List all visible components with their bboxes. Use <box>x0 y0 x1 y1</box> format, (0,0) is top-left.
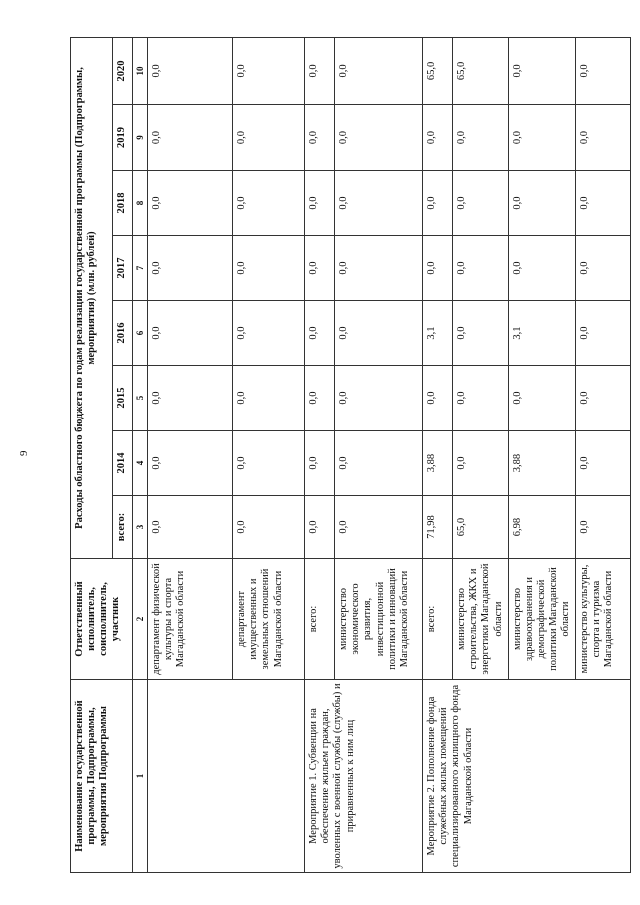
year-value-cell: 0,0 <box>335 105 423 171</box>
year-value-cell: 0,0 <box>453 366 508 431</box>
total-cell: 0,0 <box>335 496 423 559</box>
total-cell: 71,98 <box>423 496 453 559</box>
year-value-cell: 0,0 <box>233 105 305 171</box>
responsible-cell: министерство экономического развития, инвестиционной политики и инноваций Магаданской области <box>335 559 423 680</box>
year-value-cell: 0,0 <box>335 236 423 301</box>
column-index: 10 <box>133 37 148 104</box>
table-row <box>423 37 453 872</box>
year-value-cell: 0,0 <box>508 171 575 236</box>
column-index: 6 <box>133 301 148 366</box>
year-value-cell: 0,0 <box>233 431 305 496</box>
responsible-cell: департамент имущественных и земельных отношений Магаданской области <box>233 559 305 680</box>
year-value-cell: 0,0 <box>508 236 575 301</box>
table-row <box>305 37 335 872</box>
column-index: 5 <box>133 366 148 431</box>
budget-table <box>70 37 631 873</box>
year-value-cell: 65,0 <box>453 37 508 104</box>
header-year-2019: 2019 <box>113 105 133 171</box>
year-value-cell: 0,0 <box>148 301 233 366</box>
year-value-cell: 0,0 <box>305 37 335 104</box>
total-cell: 0,0 <box>575 496 630 559</box>
program-name-cell: Мероприятие 2. Пополнение фонда служебных жилых помещений специализированного жилищного фонда Магаданской области <box>423 680 631 873</box>
year-value-cell: 3,88 <box>508 431 575 496</box>
year-value-cell: 0,0 <box>233 236 305 301</box>
year-value-cell: 0,0 <box>575 366 630 431</box>
responsible-cell: министерство здравоохранения и демографической политики Магаданской области <box>508 559 575 680</box>
responsible-cell: департамент физической культуры и спорта Магаданской области <box>148 559 233 680</box>
year-value-cell: 0,0 <box>423 236 453 301</box>
column-index: 4 <box>133 431 148 496</box>
program-name-cell <box>148 680 305 873</box>
year-value-cell: 3,88 <box>423 431 453 496</box>
header-spending: Расходы областного бюджета по годам реализации государственной программы (Подпрограммы, мероприятия) (млн. рублей) <box>71 37 113 558</box>
year-value-cell: 0,0 <box>305 236 335 301</box>
header-year-2016: 2016 <box>113 301 133 366</box>
year-value-cell: 0,0 <box>575 431 630 496</box>
header-year-2020: 2020 <box>113 37 133 104</box>
year-value-cell: 0,0 <box>335 366 423 431</box>
total-cell: 0,0 <box>148 496 233 559</box>
column-index: 2 <box>133 559 148 680</box>
responsible-cell: всего: <box>305 559 335 680</box>
column-index: 8 <box>133 171 148 236</box>
responsible-cell: всего: <box>423 559 453 680</box>
year-value-cell: 0,0 <box>575 301 630 366</box>
year-value-cell: 0,0 <box>508 366 575 431</box>
year-value-cell: 0,0 <box>335 171 423 236</box>
header-year-2014: 2014 <box>113 431 133 496</box>
year-value-cell: 0,0 <box>148 236 233 301</box>
year-value-cell: 0,0 <box>305 301 335 366</box>
column-index: 3 <box>133 496 148 559</box>
year-value-cell: 0,0 <box>453 431 508 496</box>
year-value-cell: 0,0 <box>335 37 423 104</box>
year-value-cell: 0,0 <box>148 431 233 496</box>
total-cell: 65,0 <box>453 496 508 559</box>
year-value-cell: 0,0 <box>148 171 233 236</box>
year-value-cell: 0,0 <box>335 301 423 366</box>
year-value-cell: 3,1 <box>508 301 575 366</box>
year-value-cell: 0,0 <box>453 236 508 301</box>
header-year-2017: 2017 <box>113 236 133 301</box>
header-year-2015: 2015 <box>113 366 133 431</box>
program-name-cell: Мероприятие 1. Субвенции на обеспечение жильем граждан, уволенных с военной службы (службы) и приравненных к ним лиц <box>305 680 423 873</box>
year-value-cell: 0,0 <box>575 236 630 301</box>
year-value-cell: 0,0 <box>423 366 453 431</box>
responsible-cell: министерство культуры, спорта и туризма Магаданской области <box>575 559 630 680</box>
year-value-cell: 0,0 <box>148 366 233 431</box>
year-value-cell: 0,0 <box>148 105 233 171</box>
year-value-cell: 0,0 <box>423 171 453 236</box>
year-value-cell: 0,0 <box>453 171 508 236</box>
page-number: 9 <box>18 450 30 456</box>
year-value-cell: 0,0 <box>233 37 305 104</box>
year-value-cell: 65,0 <box>423 37 453 104</box>
year-value-cell: 0,0 <box>453 301 508 366</box>
year-value-cell: 0,0 <box>305 105 335 171</box>
header-name: Наименование государственной программы, Подпрограммы, мероприятия Подпрограммы <box>71 680 133 873</box>
header-responsible: Ответственный исполнитель, соисполнитель, участник <box>71 559 133 680</box>
year-value-cell: 0,0 <box>233 171 305 236</box>
total-cell: 0,0 <box>305 496 335 559</box>
year-value-cell: 3,1 <box>423 301 453 366</box>
year-value-cell: 0,0 <box>305 431 335 496</box>
responsible-cell: министерство строительства, ЖКХ и энергетики Магаданской области <box>453 559 508 680</box>
total-cell: 6,98 <box>508 496 575 559</box>
year-value-cell: 0,0 <box>233 366 305 431</box>
column-index: 1 <box>133 680 148 873</box>
year-value-cell: 0,0 <box>305 171 335 236</box>
column-index: 7 <box>133 236 148 301</box>
year-value-cell: 0,0 <box>423 105 453 171</box>
year-value-cell: 0,0 <box>305 366 335 431</box>
year-value-cell: 0,0 <box>508 37 575 104</box>
total-cell: 0,0 <box>233 496 305 559</box>
year-value-cell: 0,0 <box>575 171 630 236</box>
table-row <box>148 37 233 872</box>
rotated-page <box>70 38 615 873</box>
year-value-cell: 0,0 <box>233 301 305 366</box>
year-value-cell: 0,0 <box>453 105 508 171</box>
header-year-2018: 2018 <box>113 171 133 236</box>
year-value-cell: 0,0 <box>508 105 575 171</box>
year-value-cell: 0,0 <box>575 37 630 104</box>
column-index: 9 <box>133 105 148 171</box>
year-value-cell: 0,0 <box>148 37 233 104</box>
header-total: всего: <box>113 496 133 559</box>
year-value-cell: 0,0 <box>575 105 630 171</box>
year-value-cell: 0,0 <box>335 431 423 496</box>
